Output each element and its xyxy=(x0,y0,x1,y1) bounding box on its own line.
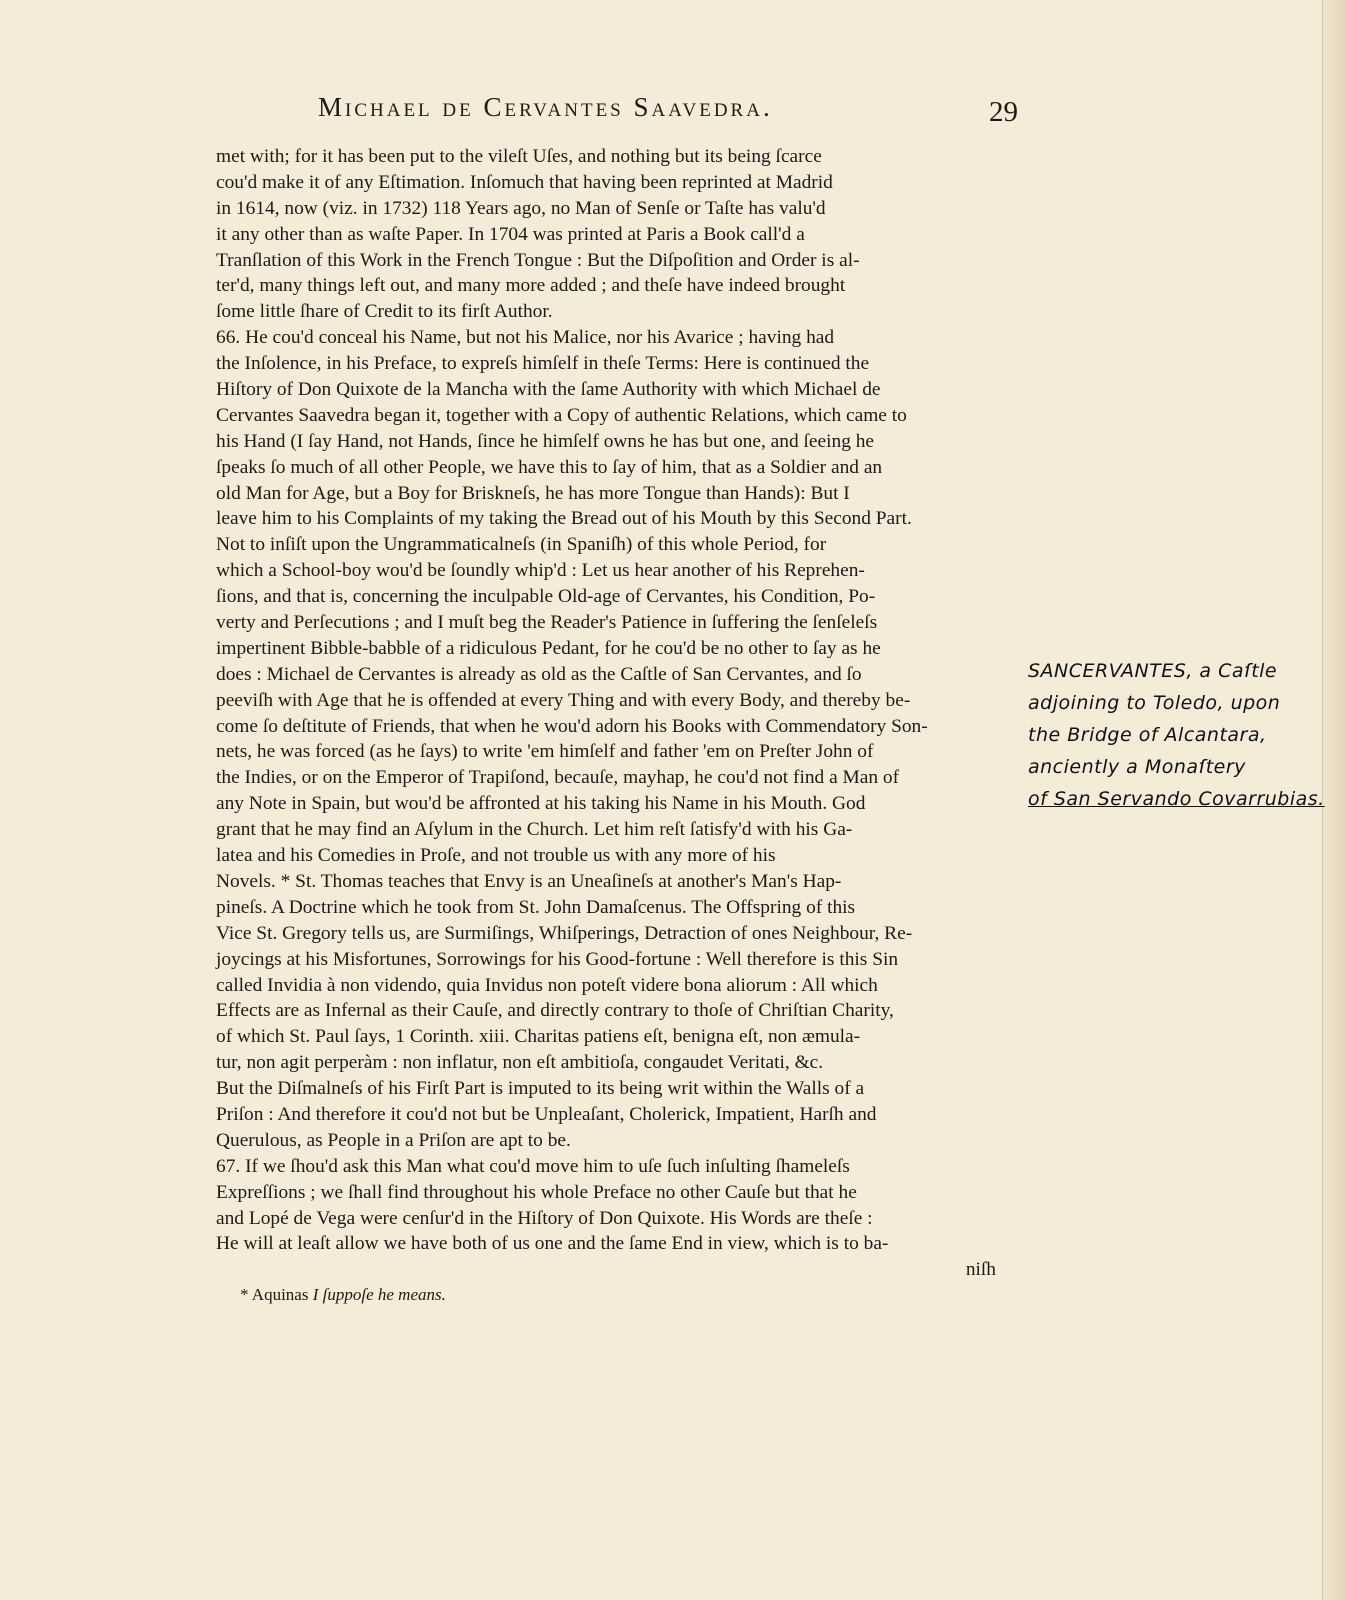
text-line: old Man for Age, but a Boy for Briskneſs, he has more Tongue than Hands): But I xyxy=(216,482,850,504)
text-line: which a School-boy wou'd be ſoundly whip'd : Let us hear another of his Reprehen- xyxy=(216,560,865,582)
text-line: Hiſtory of Don Quixote de la Mancha with the ſame Authority with which Michael de xyxy=(216,379,881,401)
text-line: Priſon : And therefore it cou'd not but be Unpleaſant, Cholerick, Impatient, Harſh and xyxy=(216,1103,877,1125)
text-line: ter'd, many things left out, and many more added ; and theſe have indeed brought xyxy=(216,275,846,297)
text-line: met with; for it has been put to the vileſt Uſes, and nothing but its being ſcarce xyxy=(216,146,822,167)
text-line: 67. If we ſhou'd ask this Man what cou'd move him to uſe ſuch inſulting ſhameleſs xyxy=(216,1155,850,1177)
handwritten-margin-note xyxy=(1028,655,1326,815)
text-line: does : Michael de Cervantes is already as old as the Caſtle of San Cervantes, and ſo xyxy=(216,663,862,685)
text-line: But the Diſmalneſs of his Firſt Part is imputed to its being writ within the Walls of a xyxy=(216,1078,865,1100)
text-line: grant that he may find an Aſylum in the Church. Let him reſt ſatisfy'd with his Ga- xyxy=(216,819,853,841)
text-line: in 1614, now (viz. in 1732) 118 Years ago, no Man of Senſe or Taſte has valu'd xyxy=(216,197,826,219)
text-line: Expreſſions ; we ſhall find throughout his whole Preface no other Cauſe but that he xyxy=(216,1181,857,1203)
text-line: peeviſh with Age that he is offended at every Thing and with every Body, and thereby be- xyxy=(216,689,911,711)
text-line: ſome little ſhare of Credit to its firſt Author. xyxy=(216,301,553,323)
page-header xyxy=(318,92,1038,136)
body-text xyxy=(216,144,1016,1283)
margin-note-line: of San Servando Covarrubias. xyxy=(1028,788,1325,810)
text-line: verty and Perſecutions ; and I muſt beg the Reader's Patience in ſuffering the ſenſeleſs xyxy=(216,612,878,634)
text-line: Not to inſiſt upon the Ungrammaticalneſs (in Spaniſh) of this whole Period, for xyxy=(216,534,827,556)
running-title: Michael de Cervantes Saavedra. xyxy=(318,92,773,122)
margin-note-line: SANCERVANTES, a Caſtle xyxy=(1028,660,1278,682)
text-line: Effects are as Infernal as their Cauſe, and directly contrary to thoſe of Chriſtian Charity, xyxy=(216,1000,894,1022)
text-line: pineſs. A Doctrine which he took from St. John Damaſcenus. The Offspring of this xyxy=(216,896,856,918)
text-line: latea and his Comedies in Proſe, and not trouble us with any more of his xyxy=(216,845,776,867)
text-line: come ſo deſtitute of Friends, that when he wou'd adorn his Books with Commendatory Son- xyxy=(216,715,928,737)
text-line: any Note in Spain, but wou'd be affronted at his taking his Name in his Mouth. God xyxy=(216,793,866,815)
text-line: leave him to his Complaints of my taking the Bread out of his Mouth by this Second Part. xyxy=(216,508,912,530)
text-line: cou'd make it of any Eſtimation. Inſomuch that having been reprinted at Madrid xyxy=(216,171,833,193)
text-line: tur, non agit perperàm : non inflatur, non eſt ambitioſa, congaudet Veritati, &c. xyxy=(216,1052,824,1074)
text-line: impertinent Bibble-babble of a ridiculous Pedant, for he cou'd be no other to ſay as he xyxy=(216,637,881,659)
text-line: and Lopé de Vega were cenſur'd in the Hiſtory of Don Quixote. His Words are theſe : xyxy=(216,1207,873,1229)
footnote-marker: * Aquinas xyxy=(240,1285,309,1304)
margin-note-line: adjoining to Toledo, upon xyxy=(1028,692,1281,714)
margin-note-line: the Bridge of Alcantara, xyxy=(1028,724,1267,746)
text-line: the Indies, or on the Emperor of Trapiſond, becauſe, mayhap, he cou'd not find a Man of xyxy=(216,767,900,789)
text-line: Novels. * St. Thomas teaches that Envy is an Uneaſineſs at another's Man's Hap- xyxy=(216,870,842,892)
text-line: ſpeaks ſo much of all other People, we have this to ſay of him, that as a Soldier and an xyxy=(216,456,883,478)
text-line: 66. He cou'd conceal his Name, but not his Malice, nor his Avarice ; having had xyxy=(216,327,835,349)
text-line: Tranſlation of this Work in the French Tongue : But the Diſpoſition and Order is al- xyxy=(216,249,860,271)
footnote-text: I ſuppoſe he means. xyxy=(312,1285,446,1304)
text-line: of which St. Paul ſays, 1 Corinth. xiii. Charitas patiens eſt, benigna eſt, non æmula- xyxy=(216,1026,861,1048)
text-line: nets, he was forced (as he ſays) to write 'em himſelf and father 'em on Preſter John of xyxy=(216,741,874,763)
text-line: called Invidia à non videndo, quia Invidus non poteſt videre bona aliorum : All which xyxy=(216,974,878,996)
text-line: the Inſolence, in his Preface, to expreſs himſelf in theſe Terms: Here is continued the xyxy=(216,353,870,375)
margin-note-line: anciently a Monaſtery xyxy=(1028,756,1246,778)
text-line: his Hand (I ſay Hand, not Hands, ſince he himſelf owns he has but one, and ſeeing he xyxy=(216,430,875,452)
footnote xyxy=(240,1284,840,1306)
text-line: joycings at his Misfortunes, Sorrowings for his Good-fortune : Well therefore is this Sin xyxy=(216,948,899,970)
text-line: Querulous, as People in a Priſon are apt to be. xyxy=(216,1129,571,1151)
catchword: niſh xyxy=(965,1259,996,1281)
text-line: it any other than as waſte Paper. In 1704 was printed at Paris a Book call'd a xyxy=(216,223,805,245)
text-line: Cervantes Saavedra began it, together with a Copy of authentic Relations, which came to xyxy=(216,404,907,426)
text-line: He will at leaſt allow we have both of us one and the ſame End in view, which is to ba- xyxy=(216,1233,889,1255)
text-line: ſions, and that is, concerning the inculpable Old-age of Cervantes, his Condition, Po- xyxy=(216,586,876,608)
page-number: 29 xyxy=(989,96,1018,128)
text-line: Vice St. Gregory tells us, are Surmiſings, Whiſperings, Detraction of ones Neighbour, Re- xyxy=(216,922,913,944)
